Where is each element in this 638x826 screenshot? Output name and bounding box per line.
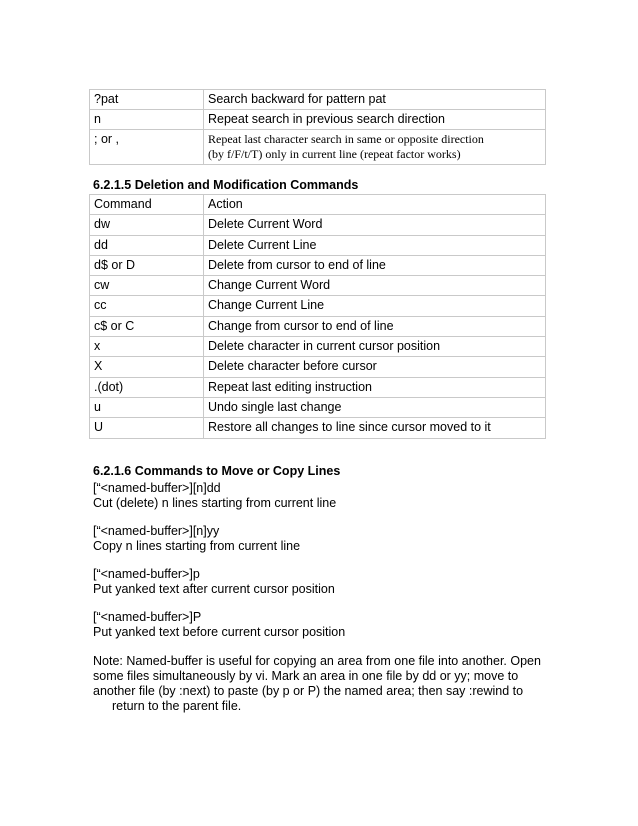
command-cell: ; or , — [90, 130, 204, 165]
action-cell: Delete character before cursor — [204, 357, 546, 377]
table-header-row — [90, 195, 546, 215]
command-cell: dw — [90, 215, 204, 235]
command-syntax: [“<named-buffer>][n]dd — [93, 481, 221, 495]
command-cell: ?pat — [90, 90, 204, 110]
table-row — [90, 255, 546, 275]
note-line: some files simultaneously by vi. Mark an area in one file by dd or yy; move to — [93, 669, 519, 683]
table-row — [90, 296, 546, 316]
section-heading: 6.2.1.5 Deletion and Modification Commands — [93, 178, 359, 192]
table-row — [90, 397, 546, 417]
action-cell: Delete from cursor to end of line — [204, 255, 546, 275]
command-syntax: [“<named-buffer>][n]yy — [93, 524, 220, 538]
command-cell: u — [90, 397, 204, 417]
search-commands-table — [89, 89, 546, 165]
action-cell: Change Current Word — [204, 276, 546, 296]
command-description: Copy n lines starting from current line — [93, 539, 301, 553]
command-cell: cc — [90, 296, 204, 316]
table-row — [90, 316, 546, 336]
action-cell: Repeat last editing instruction — [204, 377, 546, 397]
section-heading: 6.2.1.6 Commands to Move or Copy Lines — [93, 464, 341, 478]
table-row — [90, 235, 546, 255]
table-row — [90, 90, 546, 110]
table-row — [90, 337, 546, 357]
action-cell: Change Current Line — [204, 296, 546, 316]
command-description: Put yanked text before current cursor position — [93, 625, 346, 639]
command-syntax: [“<named-buffer>]P — [93, 610, 202, 624]
table-row — [90, 130, 546, 165]
table-row — [90, 110, 546, 130]
command-cell: U — [90, 418, 204, 438]
note-line: another file (by :next) to paste (by p or P) the named area; then say :rewind to — [93, 684, 524, 698]
table-row — [90, 215, 546, 235]
column-header-command: Command — [90, 195, 204, 215]
table-row — [90, 357, 546, 377]
action-cell: Delete character in current cursor position — [204, 337, 546, 357]
command-cell: .(dot) — [90, 377, 204, 397]
column-header-action: Action — [204, 195, 546, 215]
action-cell: Undo single last change — [204, 397, 546, 417]
action-cell: Restore all changes to line since cursor moved to it — [204, 418, 546, 438]
action-line: (by f/F/t/T) only in current line (repeat factor works) — [208, 147, 461, 161]
deletion-commands-table — [89, 194, 546, 439]
command-cell: cw — [90, 276, 204, 296]
action-cell: Delete Current Word — [204, 215, 546, 235]
command-description: Cut (delete) n lines starting from current line — [93, 496, 337, 510]
action-cell — [204, 130, 546, 165]
command-cell: d$ or D — [90, 255, 204, 275]
note-line: return to the parent file. — [112, 699, 242, 713]
command-cell: x — [90, 337, 204, 357]
command-syntax: [“<named-buffer>]p — [93, 567, 200, 581]
table-row — [90, 377, 546, 397]
table-row — [90, 418, 546, 438]
table-row — [90, 276, 546, 296]
action-cell: Change from cursor to end of line — [204, 316, 546, 336]
action-cell: Search backward for pattern pat — [204, 90, 546, 110]
command-description: Put yanked text after current cursor position — [93, 582, 335, 596]
action-cell: Repeat search in previous search direction — [204, 110, 546, 130]
action-cell: Delete Current Line — [204, 235, 546, 255]
command-cell: c$ or C — [90, 316, 204, 336]
action-line: Repeat last character search in same or opposite direction — [208, 132, 484, 146]
command-cell: n — [90, 110, 204, 130]
command-cell: dd — [90, 235, 204, 255]
note-line: Note: Named-buffer is useful for copying an area from one file into another. Open — [93, 654, 541, 668]
command-cell: X — [90, 357, 204, 377]
